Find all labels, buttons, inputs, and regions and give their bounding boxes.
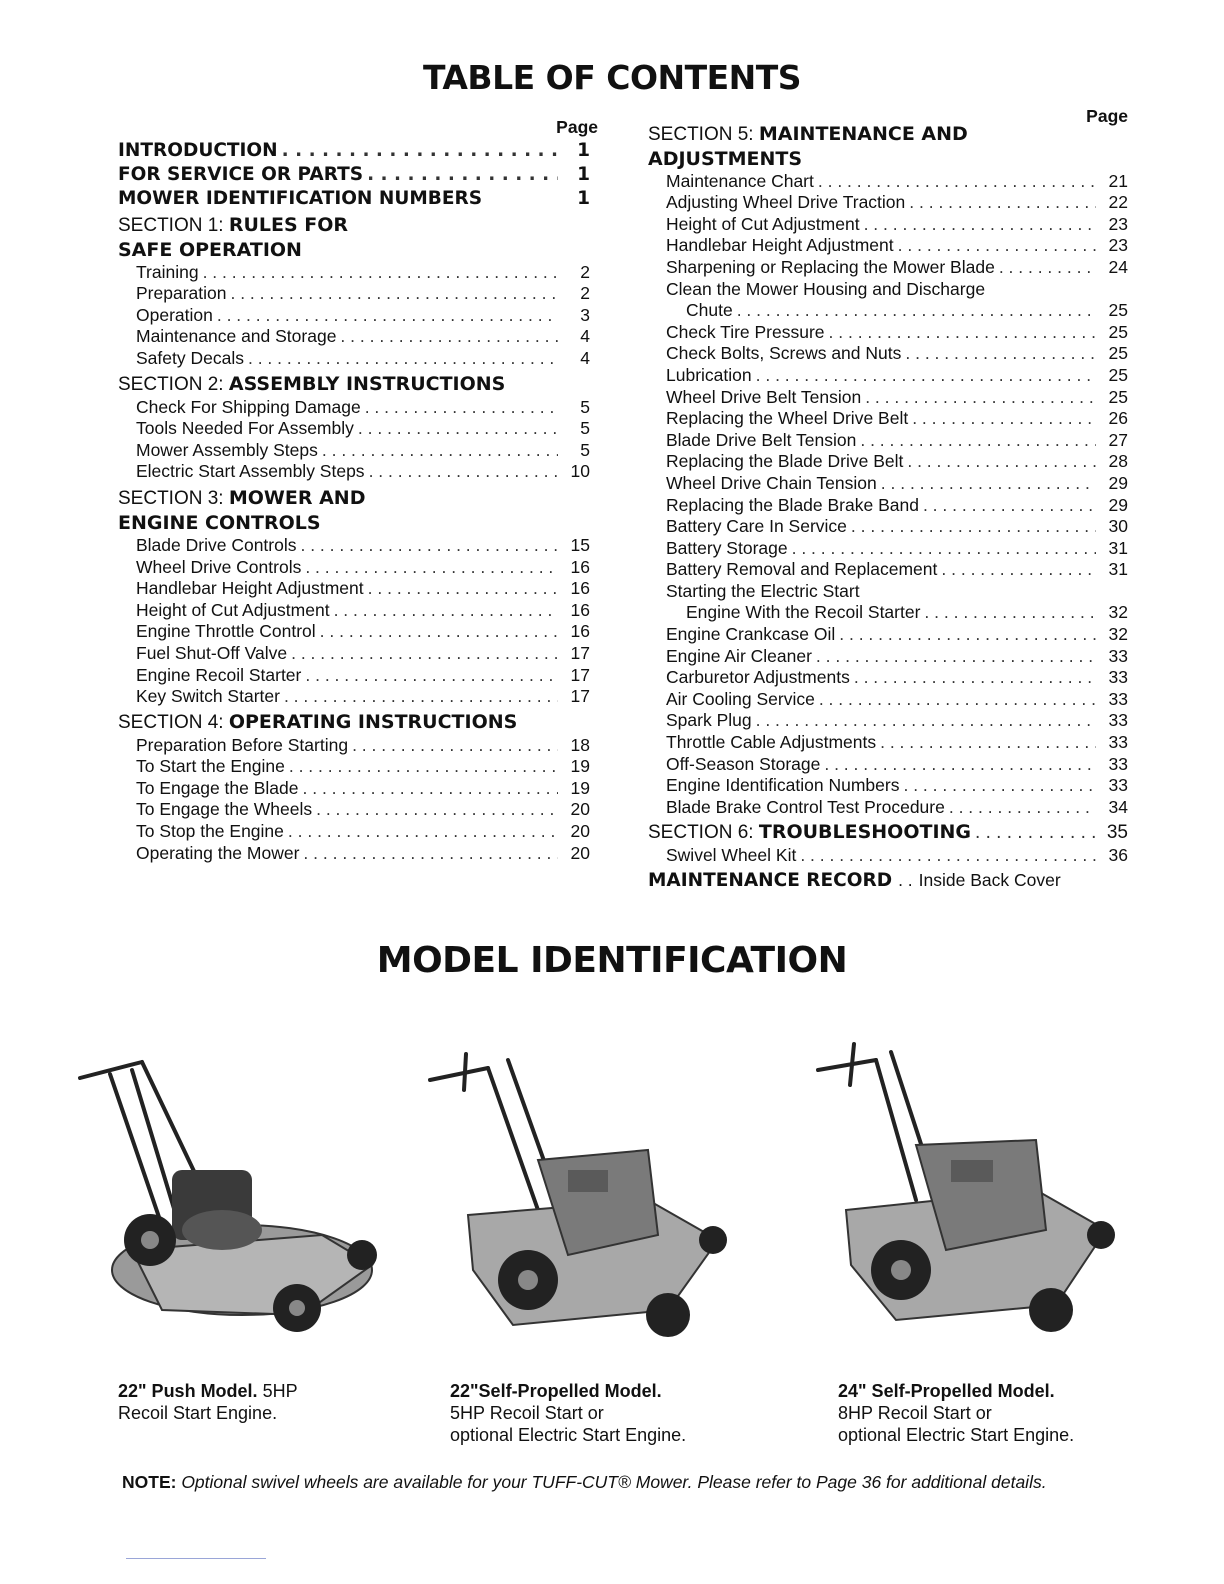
leader-dots — [203, 262, 558, 284]
leader-dots — [800, 845, 1096, 867]
toc-entry-page: 1 — [577, 163, 590, 185]
toc-entry-label: Wheel Drive Belt Tension — [666, 386, 862, 407]
toc-entry-maintenance-record[interactable] — [648, 869, 1128, 893]
toc-entry-label: Blade Drive Controls — [136, 534, 297, 555]
toc-entry-page: 24 — [1108, 256, 1128, 277]
page-column-header: Page — [556, 117, 598, 137]
toc-title: TABLE OF CONTENTS — [422, 58, 802, 97]
toc-entry-page: 5 — [580, 439, 590, 460]
note-label: NOTE: — [122, 1472, 177, 1492]
toc-entry[interactable] — [118, 283, 590, 305]
section-title: MOWER AND — [228, 486, 366, 509]
toc-entry-label: Wheel Drive Chain Tension — [666, 472, 877, 493]
leader-dots: . . — [898, 870, 913, 890]
leader-dots — [829, 322, 1096, 344]
toc-entry-label: Replacing the Wheel Drive Belt — [666, 408, 909, 429]
footnote — [122, 1472, 1047, 1493]
leader-dots — [291, 643, 558, 665]
model-caption-22-push — [118, 1380, 298, 1424]
toc-entry-label: Blade Brake Control Test Procedure — [666, 796, 945, 817]
toc-entry-page: 4 — [580, 326, 590, 347]
toc-entry-label: Engine Crankcase Oil — [666, 624, 836, 645]
leader-dots — [912, 408, 1096, 430]
model-detail: 8HP Recoil Start or — [838, 1403, 992, 1423]
toc-entry-page: 32 — [1108, 602, 1128, 623]
model-detail: 5HP Recoil Start or — [450, 1403, 604, 1423]
toc-entry-label: Key Switch Starter — [136, 686, 280, 707]
toc-entry[interactable] — [118, 756, 590, 778]
leader-dots — [248, 348, 558, 370]
section-2-heading — [118, 372, 590, 397]
toc-entry-page: 33 — [1108, 688, 1128, 709]
leader-dots — [880, 732, 1096, 754]
leader-dots — [903, 775, 1096, 797]
leader-dots — [352, 735, 558, 757]
toc-entry[interactable] — [648, 257, 1128, 279]
toc-entry-for-service[interactable] — [118, 163, 590, 187]
toc-entry[interactable] — [118, 440, 590, 462]
toc-entry-page: 2 — [580, 261, 590, 282]
toc-entry-label: Lubrication — [666, 364, 752, 385]
toc-entry-page: 16 — [570, 621, 590, 642]
leader-dots — [303, 778, 559, 800]
toc-entry-page: 33 — [1108, 753, 1128, 774]
toc-entry-page: 33 — [1108, 775, 1128, 796]
toc-entry-page: 25 — [1108, 343, 1128, 364]
toc-entry-label: Height of Cut Adjustment — [666, 213, 860, 234]
toc-entry-label: Engine With the Recoil Starter — [686, 602, 921, 623]
leader-dots — [316, 799, 558, 821]
toc-entry[interactable] — [118, 397, 590, 419]
section-1-heading — [118, 213, 590, 262]
leader-dots — [737, 300, 1096, 322]
leader-dots — [816, 646, 1096, 668]
toc-entry[interactable] — [648, 235, 1128, 257]
section-prefix: SECTION 1: — [118, 214, 229, 236]
leader-dots — [284, 686, 558, 708]
toc-entry[interactable] — [648, 667, 1128, 689]
toc-entry-label: To Engage the Blade — [136, 777, 299, 798]
toc-entry-page: 4 — [580, 347, 590, 368]
toc-left-column — [118, 117, 598, 864]
toc-entry[interactable] — [118, 557, 590, 579]
toc-entry-page: 21 — [1108, 170, 1128, 191]
toc-entry-label: Check Tire Pressure — [666, 321, 825, 342]
model-identification-title: MODEL IDENTIFICATION — [376, 940, 848, 981]
section-6-heading[interactable] — [648, 820, 1128, 845]
leader-dots — [369, 461, 558, 483]
toc-entry-label: Swivel Wheel Kit — [666, 845, 797, 866]
section-prefix: SECTION 3: — [118, 487, 229, 509]
leader-dots — [230, 283, 558, 305]
toc-entry[interactable] — [118, 778, 590, 800]
toc-entry-page: Inside Back Cover — [918, 870, 1061, 890]
toc-entry-label: INTRODUCTION — [118, 139, 278, 161]
self-propelled-24-mower-image — [806, 1040, 1126, 1350]
section-5-items-2 — [648, 322, 1128, 581]
toc-entry-label: Starting the Electric Start — [666, 580, 860, 601]
page-edge-mark — [126, 1558, 266, 1559]
toc-entry[interactable] — [118, 821, 590, 843]
toc-entry[interactable] — [648, 624, 1128, 646]
toc-entry[interactable] — [648, 538, 1128, 560]
toc-entry-label: Adjusting Wheel Drive Traction — [666, 192, 906, 213]
toc-entry-label: To Engage the Wheels — [136, 799, 313, 820]
toc-entry-label: Chute — [686, 300, 733, 321]
toc-entry-page: 33 — [1108, 667, 1128, 688]
toc-entry-label: Engine Throttle Control — [136, 621, 316, 642]
section-6-items — [648, 845, 1128, 867]
toc-entry-label: Check Bolts, Screws and Nuts — [666, 343, 902, 364]
toc-entry[interactable] — [118, 643, 590, 665]
toc-entry-page: 16 — [570, 578, 590, 599]
toc-entry-page: 18 — [570, 734, 590, 755]
leader-dots — [975, 821, 1096, 845]
toc-entry[interactable] — [118, 262, 590, 284]
toc-entry-label: Replacing the Blade Brake Band — [666, 494, 919, 515]
model-detail-2: optional Electric Start Engine. — [450, 1425, 687, 1445]
model-name: 22"Self-Propelled Model. — [450, 1381, 662, 1401]
toc-entry-page: 25 — [1108, 321, 1128, 342]
toc-entry-label: Battery Care In Service — [666, 516, 847, 537]
toc-entry-page: 30 — [1108, 516, 1128, 537]
toc-entry-label: Electric Start Assembly Steps — [136, 461, 365, 482]
toc-entry-label: Blade Drive Belt Tension — [666, 429, 857, 450]
section-1-items — [118, 262, 590, 370]
toc-entry-label: Operating the Mower — [136, 842, 300, 863]
leader-dots — [999, 257, 1096, 279]
leader-dots — [898, 235, 1096, 257]
toc-entry-page: 17 — [570, 642, 590, 663]
model-detail-2: optional Electric Start Engine. — [838, 1425, 1075, 1445]
toc-entry-label: Engine Air Cleaner — [666, 645, 812, 666]
toc-entry[interactable] — [648, 192, 1128, 214]
leader-dots — [924, 602, 1096, 624]
toc-entry[interactable] — [648, 171, 1128, 193]
toc-entry[interactable] — [648, 516, 1128, 538]
toc-entry[interactable] — [648, 214, 1128, 236]
toc-entry[interactable] — [118, 535, 590, 557]
toc-entry-page: 31 — [1108, 537, 1128, 558]
leader-dots — [365, 397, 558, 419]
toc-entry-label: Wheel Drive Controls — [136, 556, 302, 577]
toc-entry-page: 32 — [1108, 624, 1128, 645]
section-title-line2: ENGINE CONTROLS — [118, 511, 321, 534]
leader-dots — [865, 387, 1096, 409]
toc-entry-label: Handlebar Height Adjustment — [136, 578, 364, 599]
section-title: MAINTENANCE AND — [758, 122, 968, 145]
note-text: Optional swivel wheels are available for your TUFF-CUT® Mower. Please refer to Page 36 for additional details. — [176, 1472, 1047, 1492]
toc-entry-page: 20 — [570, 842, 590, 863]
toc-entry[interactable] — [118, 799, 590, 821]
toc-entry-label: Off-Season Storage — [666, 753, 821, 774]
toc-entry-page: 17 — [570, 664, 590, 685]
toc-entry-label: Check For Shipping Damage — [136, 396, 361, 417]
section-title-line2: SAFE OPERATION — [118, 238, 302, 261]
toc-entry[interactable] — [648, 845, 1128, 867]
leader-dots — [941, 559, 1096, 581]
toc-entry-page: 33 — [1108, 645, 1128, 666]
section-title: OPERATING INSTRUCTIONS — [228, 710, 518, 733]
leader-dots — [818, 171, 1096, 193]
leader-dots — [368, 578, 558, 600]
leader-dots — [300, 535, 558, 557]
toc-entry-page: 26 — [1108, 408, 1128, 429]
toc-entry-label: Preparation — [136, 283, 227, 304]
leader-dots — [923, 495, 1096, 517]
toc-entry-page: 17 — [570, 686, 590, 707]
leader-dots — [864, 214, 1096, 236]
model-caption-24-self-propelled — [838, 1380, 1074, 1446]
toc-entry[interactable] — [648, 322, 1128, 344]
leader-dots — [909, 192, 1096, 214]
toc-entry-chute[interactable] — [648, 300, 1128, 322]
leader-dots — [839, 624, 1096, 646]
toc-entry-label: Sharpening or Replacing the Mower Blade — [666, 256, 995, 277]
toc-entry-mower-id[interactable] — [118, 187, 590, 211]
toc-entry-label: Operation — [136, 304, 213, 325]
toc-entry-page: 28 — [1108, 451, 1128, 472]
toc-entry-label: Maintenance and Storage — [136, 326, 337, 347]
toc-entry-recoil-starter[interactable] — [648, 602, 1128, 624]
toc-entry-page: 16 — [570, 556, 590, 577]
section-title-line2: ADJUSTMENTS — [648, 147, 803, 170]
leader-dots — [792, 538, 1096, 560]
toc-entry-label: Tools Needed For Assembly — [136, 418, 354, 439]
toc-entry-label: Throttle Cable Adjustments — [666, 732, 877, 753]
toc-entry-page: 33 — [1108, 710, 1128, 731]
toc-entry[interactable] — [648, 473, 1128, 495]
leader-dots — [367, 163, 558, 187]
leader-dots — [303, 843, 558, 865]
toc-entry[interactable] — [648, 646, 1128, 668]
toc-entry-label: Engine Recoil Starter — [136, 664, 302, 685]
toc-entry-label: Clean the Mower Housing and Discharge — [666, 278, 986, 299]
model-name: 22" Push Model. — [118, 1381, 258, 1401]
leader-dots — [819, 689, 1096, 711]
toc-entry-page: 20 — [570, 799, 590, 820]
section-prefix: SECTION 4: — [118, 711, 229, 733]
toc-entry-label: Maintenance Chart — [666, 170, 814, 191]
section-prefix: SECTION 2: — [118, 373, 229, 395]
toc-entry-page: 3 — [580, 304, 590, 325]
toc-entry-label: Fuel Shut-Off Valve — [136, 642, 288, 663]
toc-entry-label: FOR SERVICE OR PARTS — [118, 163, 364, 185]
leader-dots — [320, 621, 558, 643]
section-5-heading — [648, 122, 1128, 171]
toc-entry-page: 27 — [1108, 429, 1128, 450]
section-title: ASSEMBLY INSTRUCTIONS — [228, 372, 506, 395]
section-5-items-3 — [648, 624, 1128, 818]
toc-entry-label: Preparation Before Starting — [136, 734, 349, 755]
toc-entry-label: Carburetor Adjustments — [666, 667, 850, 688]
toc-entry-label: Training — [136, 261, 199, 282]
toc-entry[interactable] — [118, 735, 590, 757]
toc-entry-page: 2 — [580, 283, 590, 304]
toc-entry-page: 23 — [1108, 235, 1128, 256]
toc-entry-label: Safety Decals — [136, 347, 244, 368]
toc-entry-page: 25 — [1108, 300, 1128, 321]
section-3-heading — [118, 486, 590, 535]
toc-entry[interactable] — [648, 732, 1128, 754]
toc-entry-page: 5 — [580, 396, 590, 417]
push-mower-image — [72, 1040, 392, 1350]
toc-entry-label: MOWER IDENTIFICATION NUMBERS — [118, 187, 483, 209]
toc-entry-label: Battery Removal and Replacement — [666, 559, 938, 580]
leader-dots — [881, 473, 1096, 495]
toc-entry[interactable] — [648, 495, 1128, 517]
toc-entry[interactable] — [648, 365, 1128, 387]
toc-entry-starting-electric[interactable] — [648, 581, 1128, 603]
toc-entry-label: Handlebar Height Adjustment — [666, 235, 894, 256]
toc-entry[interactable] — [118, 418, 590, 440]
toc-entry-page: 5 — [580, 418, 590, 439]
section-prefix: SECTION 6: — [648, 822, 759, 844]
toc-entry[interactable] — [648, 689, 1128, 711]
toc-entry-page: 16 — [570, 599, 590, 620]
toc-entry-label: MAINTENANCE RECORD — [648, 870, 893, 891]
toc-entry-page: 22 — [1108, 192, 1128, 213]
section-prefix: SECTION 5: — [648, 123, 759, 145]
leader-dots — [282, 139, 558, 163]
section-title: TROUBLESHOOTING — [758, 821, 972, 844]
leader-dots — [756, 365, 1096, 387]
toc-entry[interactable] — [118, 578, 590, 600]
toc-entry-page: 23 — [1108, 213, 1128, 234]
leader-dots — [322, 440, 558, 462]
section-2-items — [118, 397, 590, 483]
toc-entry-page: 34 — [1108, 796, 1128, 817]
toc-entry-page: 20 — [570, 821, 590, 842]
model-caption-22-self-propelled — [450, 1380, 686, 1446]
toc-entry[interactable] — [648, 430, 1128, 452]
toc-entry-page: 35 — [1106, 822, 1128, 844]
leader-dots — [217, 305, 558, 327]
toc-entry-page: 25 — [1108, 386, 1128, 407]
section-6-label — [648, 820, 971, 845]
toc-entry-page: 33 — [1108, 732, 1128, 753]
self-propelled-22-mower-image — [418, 1040, 738, 1350]
leader-dots — [305, 665, 558, 687]
leader-dots — [288, 821, 558, 843]
section-title: RULES FOR — [228, 213, 349, 236]
toc-entry[interactable] — [648, 343, 1128, 365]
toc-entry[interactable] — [118, 843, 590, 865]
leader-dots — [289, 756, 558, 778]
leader-dots — [340, 326, 558, 348]
toc-entry-page: 10 — [570, 461, 590, 482]
toc-entry[interactable] — [648, 775, 1128, 797]
model-engine: 5HP — [257, 1381, 298, 1401]
toc-entry[interactable] — [648, 408, 1128, 430]
leader-dots — [949, 797, 1096, 819]
toc-entry-label: To Stop the Engine — [136, 821, 284, 842]
toc-entry[interactable] — [648, 451, 1128, 473]
toc-entry[interactable] — [648, 559, 1128, 581]
page-column-header: Page — [1086, 106, 1128, 126]
toc-entry-label: Mower Assembly Steps — [136, 439, 318, 460]
toc-right-column — [648, 106, 1128, 893]
toc-entry[interactable] — [118, 686, 590, 708]
toc-entry-label: Replacing the Blade Drive Belt — [666, 451, 904, 472]
toc-entry-label: Engine Identification Numbers — [666, 775, 900, 796]
toc-entry[interactable] — [118, 600, 590, 622]
toc-entry-page: 25 — [1108, 364, 1128, 385]
toc-entry[interactable] — [118, 326, 590, 348]
toc-entry[interactable] — [648, 754, 1128, 776]
leader-dots — [854, 667, 1096, 689]
toc-entry-page: 29 — [1108, 472, 1128, 493]
toc-entry[interactable] — [648, 387, 1128, 409]
leader-dots — [358, 418, 558, 440]
toc-entry-introduction[interactable] — [118, 139, 590, 163]
toc-entry-page: 1 — [577, 187, 590, 209]
toc-entry-label: To Start the Engine — [136, 756, 285, 777]
toc-entry-label: Height of Cut Adjustment — [136, 599, 330, 620]
section-5-items — [648, 171, 1128, 279]
toc-entry-page: 36 — [1108, 845, 1128, 866]
leader-dots — [756, 710, 1096, 732]
section-4-items — [118, 735, 590, 865]
section-3-items — [118, 535, 590, 708]
toc-entry-label: Battery Storage — [666, 537, 788, 558]
leader-dots — [851, 516, 1096, 538]
toc-entry-page: 15 — [570, 534, 590, 555]
section-4-heading — [118, 710, 590, 735]
toc-entry-page: 19 — [570, 756, 590, 777]
toc-entry[interactable] — [118, 305, 590, 327]
leader-dots — [334, 600, 558, 622]
toc-entry[interactable] — [118, 665, 590, 687]
toc-entry[interactable] — [648, 710, 1128, 732]
toc-entry-page: 29 — [1108, 494, 1128, 515]
toc-entry-page: 19 — [570, 777, 590, 798]
toc-entry-label: Air Cooling Service — [666, 688, 815, 709]
leader-dots — [824, 754, 1096, 776]
leader-dots — [907, 451, 1096, 473]
model-detail: Recoil Start Engine. — [118, 1403, 278, 1423]
toc-entry-clean-housing[interactable] — [648, 279, 1128, 301]
toc-entry[interactable] — [118, 461, 590, 483]
leader-dots — [860, 430, 1096, 452]
leader-dots — [905, 343, 1096, 365]
toc-entry[interactable] — [118, 621, 590, 643]
toc-entry[interactable] — [648, 797, 1128, 819]
toc-entry-label: Spark Plug — [666, 710, 752, 731]
toc-entry-page: 31 — [1108, 559, 1128, 580]
toc-entry-page: 1 — [577, 139, 590, 161]
model-name: 24" Self-Propelled Model. — [838, 1381, 1055, 1401]
leader-dots — [305, 557, 558, 579]
toc-entry[interactable] — [118, 348, 590, 370]
